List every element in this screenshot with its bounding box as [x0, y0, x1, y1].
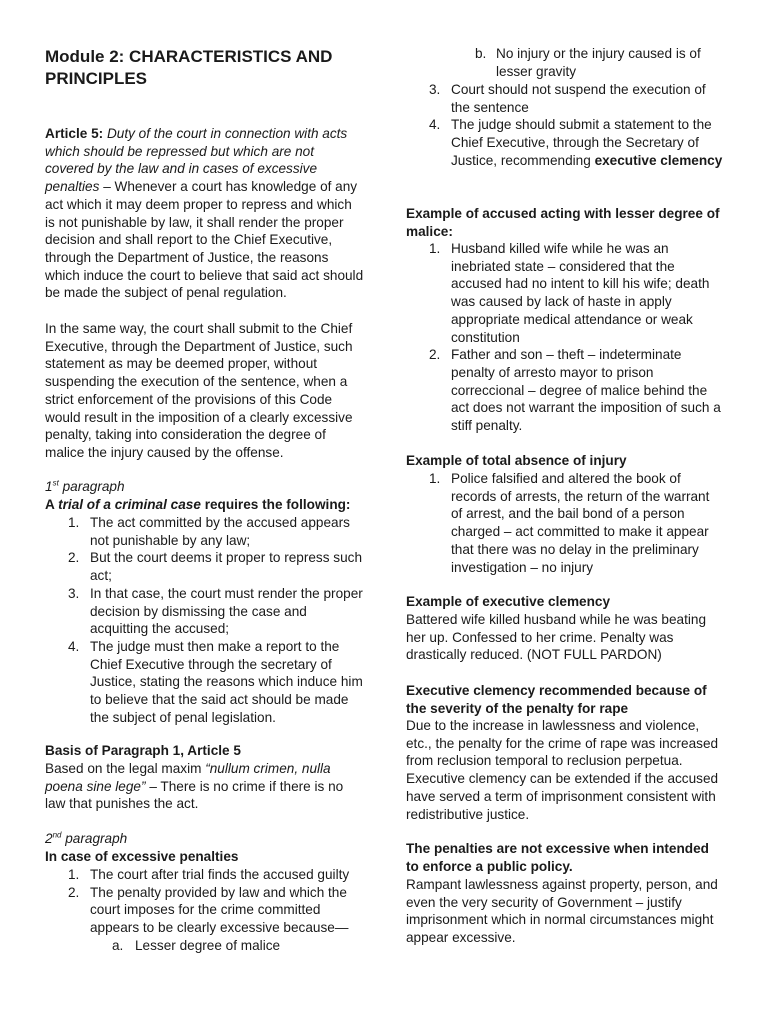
list-number: 3. — [429, 82, 441, 97]
list-text: Husband killed wife while he was an inebriated state – considered that the accused had no intent to kill his wife; death was caused by lack of haste in apply appropriate medical attendance or weak constitution — [451, 241, 710, 345]
executive-clemency-heading: Example of executive clemency — [406, 594, 611, 609]
list-text: Police falsified and altered the book of records of arrests, the return of the warrant of arrest, and the bail bond of a person charged – act committed to make it appear that there was no delay in the preliminary investigation – no injury — [451, 471, 710, 575]
list-text: The penalty provided by law and which the court imposes for the crime committed appears to be clearly excessive because— — [90, 884, 349, 936]
trial-requirements-list — [45, 514, 365, 726]
excessive-list — [45, 866, 365, 937]
list-number: 4. — [68, 638, 80, 654]
continued-list — [406, 81, 724, 170]
trial-heading-italic: trial of a criminal case — [58, 497, 201, 512]
absence-of-injury-heading: Example of total absence of injury — [406, 453, 627, 468]
list-item — [406, 346, 724, 435]
list-text: The judge should submit a statement to the Chief Executive, through the Secretary of Justice, recommending — [451, 117, 712, 168]
list-number: 1. — [429, 241, 441, 256]
list-item — [406, 45, 724, 80]
article-body: – Whenever a court has knowledge of any act which it may deem proper to repress and which is not punishable by law, it shall render the proper decision and shall report to the Chief Executive, through the Department of Justice, the reasons which induce the court to believe that said act should be made the subject of penal regulation. — [45, 179, 364, 301]
second-paragraph-number: 2 — [45, 831, 53, 846]
list-text: The judge must then make a report to the Chief Executive through the secretary of Justice, stating the reasons which induce him to believe that the said act should be made the subject of penal legislation. — [90, 638, 363, 725]
list-number: 2. — [68, 884, 80, 900]
list-text: Father and son – theft – indeterminate penalty of arresto mayor to prison correccional – degree of malice behind the act does not warrant the imposition of such a stiff penalty. — [451, 347, 721, 434]
public-policy-body: Rampant lawlessness against property, person, and even the very security of Government – justify imprisonment which in normal circumstances might appear excessive. — [406, 877, 718, 946]
list-number: 4. — [429, 117, 441, 133]
list-item — [45, 884, 365, 937]
absence-of-injury-list — [406, 470, 724, 576]
article-label: Article 5: — [45, 126, 104, 141]
lesser-malice-heading: Example of accused acting with lesser degree of malice: — [406, 206, 720, 239]
excessive-heading: In case of excessive penalties — [45, 849, 239, 864]
list-text: Lesser degree of malice — [135, 938, 281, 953]
first-paragraph-number: 1 — [45, 479, 53, 494]
second-paragraph-label — [45, 830, 365, 848]
list-letter: a. — [112, 938, 124, 953]
basis-maxim: “nullum crimen, nulla poena sine lege” — [45, 761, 331, 794]
trial-heading-article: A — [45, 497, 55, 512]
list-text: The act committed by the accused appears not punishable by any law; — [90, 515, 350, 548]
article-5-paragraph-2: In the same way, the court shall submit to the Chief Executive, through the Department of Justice, such statement as may be deemed proper, without suspending the execution of the sentence, when a strict enforcement of the provisions of this Code would result in the imposition of a clearly excessive penalty, taking into consideration the degree of malice the injury caused by the offense. — [45, 321, 353, 460]
basis-body — [45, 760, 365, 813]
first-paragraph-suffix: st — [52, 478, 59, 488]
rape-clemency-body: Due to the increase in lawlessness and violence, etc., the penalty for the crime of rape was increased from reclusion temporal to reclusion perpetua. Executive clemency can be extended if the accused have served a term of imprisonment consistent with redistributive justice. — [406, 718, 719, 822]
module-title: Module 2: CHARACTERISTICS AND PRINCIPLES — [45, 47, 333, 88]
list-number: 1. — [429, 471, 441, 486]
excessive-sub-list — [45, 937, 365, 955]
first-paragraph-word: paragraph — [62, 479, 125, 494]
list-number: 2. — [429, 347, 441, 363]
list-item — [45, 549, 365, 584]
article-5-paragraph-1 — [45, 125, 365, 302]
second-paragraph-word: paragraph — [65, 831, 128, 846]
list-item — [406, 81, 724, 116]
list-number: 1. — [68, 867, 80, 882]
continued-sub-list — [406, 45, 724, 80]
list-text-bold: executive clemency — [594, 152, 723, 168]
trial-heading-rest: requires the following: — [204, 497, 351, 512]
basis-rest: – There is no crime if there is no law that punishes the act. — [45, 778, 344, 812]
basis-heading: Basis of Paragraph 1, Article 5 — [45, 743, 241, 758]
list-text: But the court deems it proper to repress such act; — [90, 550, 363, 584]
list-item — [406, 116, 724, 169]
executive-clemency-body: Battered wife killed husband while he was beating her up. Confessed to her crime. Penalty was drastically reduced. (NOT FULL PARDON) — [406, 612, 707, 663]
list-text: In that case, the court must render the proper decision by dismissing the case and acquitting the accused; — [90, 585, 363, 637]
list-item — [406, 470, 724, 576]
list-item — [45, 638, 365, 727]
list-text: The court after trial finds the accused guilty — [90, 867, 350, 882]
second-paragraph-suffix: nd — [52, 830, 62, 840]
first-paragraph-label — [45, 478, 365, 496]
list-text: No injury or the injury caused is of lesser gravity — [496, 46, 701, 79]
list-item — [45, 514, 365, 549]
list-item — [406, 240, 724, 346]
rape-clemency-heading: Executive clemency recommended because of the severity of the penalty for rape — [406, 683, 707, 716]
list-item — [45, 866, 365, 884]
list-letter: b. — [475, 46, 487, 61]
basis-intro: Based on the legal maxim — [45, 761, 202, 776]
public-policy-heading: The penalties are not excessive when intended to enforce a public policy. — [406, 841, 709, 874]
list-number: 2. — [68, 550, 80, 566]
list-item — [45, 937, 365, 955]
lesser-malice-list — [406, 240, 724, 435]
list-number: 1. — [68, 515, 80, 530]
trial-heading — [45, 496, 365, 514]
list-number: 3. — [68, 585, 80, 601]
list-item — [45, 585, 365, 638]
article-title: Duty of the court in connection with acts which should be repressed but which are not covered by the law and in cases of excessive penalties — [45, 126, 348, 195]
list-text: Court should not suspend the execution of the sentence — [451, 82, 706, 115]
